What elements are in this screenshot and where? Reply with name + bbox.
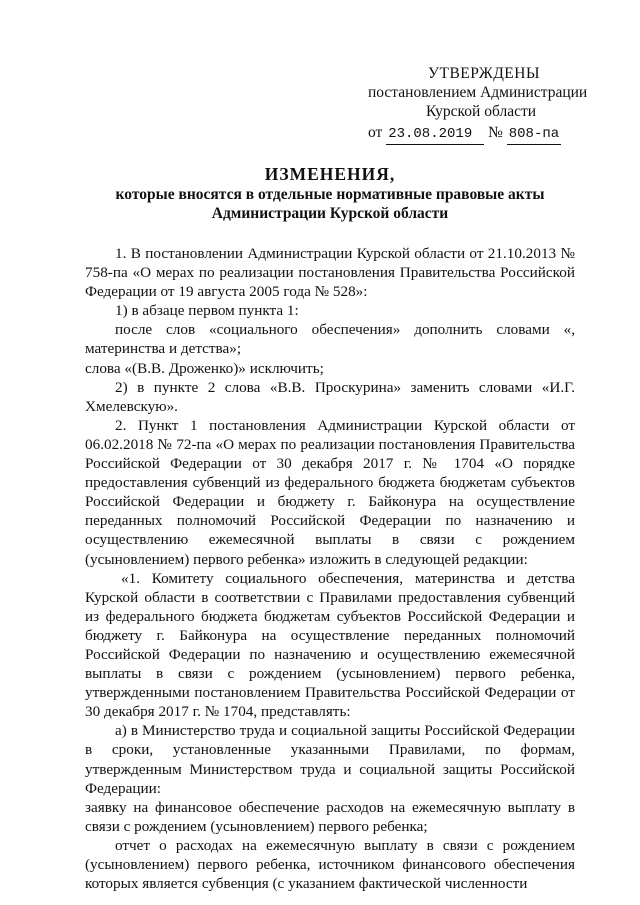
approval-region: Курской области (426, 103, 537, 120)
approval-issuer: постановлением Администрации (368, 84, 588, 101)
approval-date-number (368, 123, 598, 145)
heading-title: ИЗМЕНЕНИЯ, (264, 164, 396, 184)
approval-number: 808-па (507, 125, 561, 145)
paragraph-1-sub1: 1) в абзаце первом пункта 1: (115, 302, 299, 320)
document-body (85, 244, 575, 893)
approval-date: 23.08.2019 (386, 125, 484, 145)
approval-from-label: от (368, 124, 383, 141)
document-heading (60, 163, 600, 223)
approval-title: УТВЕРЖДЕНЫ (428, 65, 540, 82)
paragraph-1-sub1-b: слова «(В.В. Дроженко)» исключить; (85, 359, 324, 377)
paragraph-1-sub2: 2) в пункте 2 слова «В.В. Проскурина» заменить словами «И.Г. Хмелевскую». (85, 378, 575, 415)
paragraph-1-sub1-a: после слов «социального обеспечения» дополнить словами «, материнства и детства»; (85, 321, 575, 358)
paragraph-2-item-a-report: отчет о расходах на ежемесячную выплату в связи с рождением (усыновлением) первого ребенка, источником финансового обеспечения которых является субвенция (с указанием фактической численности (85, 836, 575, 893)
paragraph-1: 1. В постановлении Администрации Курской области от 21.10.2013 № 758-па «О мерах по реализации постановления Правительства Российской Федерации от 19 августа 2005 года № 528»: (85, 245, 575, 301)
paragraph-2-item-a: а) в Министерство труда и социальной защиты Российской Федерации в сроки, установленные указанными Правилами, по формам, утвержденным Министерством труда и социальной защиты Российской Федерации: (85, 722, 575, 797)
paragraph-2-new-text: «1. Комитету социального обеспечения, материнства и детства Курской области в соответствии с Правилами предоставления субвенций из федерального бюджета бюджетам субъектов Российской Федерации и бюджету г. Байконура на осуществление переданных полномочий Российской Федерации по назначению и осуществлению ежемесячной выплаты в связи с рождением (усыновлением) первого ребенка, утвержденными постановлением Правительства Российской Федерации от 30 декабря 2017 г. № 1704, представлять: (85, 569, 575, 721)
approval-block (368, 64, 598, 145)
heading-subtitle-line2: Администрации Курской области (211, 205, 449, 222)
paragraph-2: 2. Пункт 1 постановления Администрации Курской области от 06.02.2018 № 72-па «О мерах по реализации постановления Правительства Российской Федерации от 30 декабря 2017 г. № 1704 «О порядке предоставления субвенций из федерального бюджета бюджетам субъектов Российской Федерации и бюджету г. Байконура на осуществление переданных полномочий Российской Федерации по назначению и осуществлению ежемесячной выплаты в связи с рождением (усыновлением) первого ребенка» изложить в следующей редакции: (85, 416, 575, 568)
paragraph-2-item-a-request: заявку на финансовое обеспечение расходов на ежемесячную выплату в связи с рождением (усыновлением) первого ребенка; (85, 798, 575, 835)
heading-subtitle-line1: которые вносятся в отдельные нормативные правовые акты (115, 186, 545, 203)
approval-number-sign: № (488, 124, 503, 141)
